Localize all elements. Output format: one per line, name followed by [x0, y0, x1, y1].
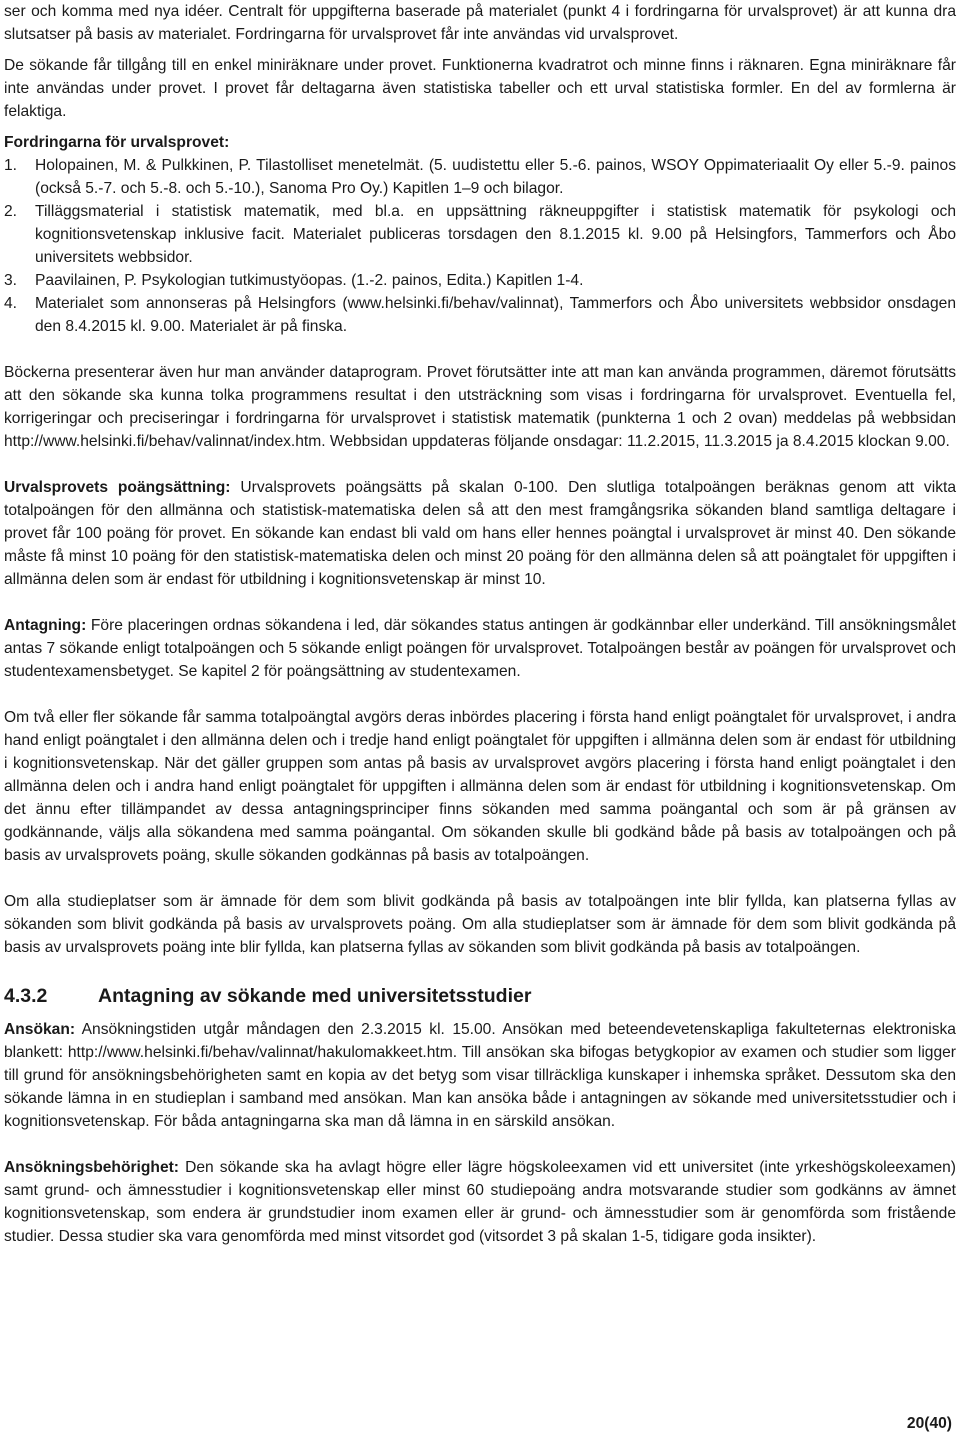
requirements-heading: Fordringarna för urvalsprovet: [4, 134, 230, 151]
scoring-text: Urvalsprovets poängsätts på skalan 0-100. Den slutliga totalpoängen beräknas genom att vikta totalpoängen för den allmänna och statistisk-matematiska delen så att den mest framgångsrika sökanden bland samtliga deltagare i provet får 100 poäng för provet. En sökande kan endast bli vald om hans eller hennes poängtal i urvalsprovet är minst 40. Den sökande måste få minst 10 poäng för den statistisk-matematiska delen och minst 20 poäng för den allmänna delen så att poängtalet för uppgiften i allmänna delen som är endast för utbildning i kognitionsvetenskap är minst 10. [4, 479, 956, 588]
list-number: 1. [4, 157, 18, 174]
list-item [4, 292, 956, 338]
admission-text: Före placeringen ordnas sökandena i led, där sökandes status antingen är godkännbar eller underkänd. Till ansökningsmålet antas 7 sökande enligt totalpoängen och 5 sökande enligt poängen för urvalsprovet. Totalpoängen består av poängen för urvalsprovet och studentexamensbetyget. Se kapitel 2 för poängsättning av studentexamen. [4, 617, 956, 680]
scoring-label: Urvalsprovets poängsättning: [4, 479, 231, 496]
scoring-paragraph [4, 476, 956, 591]
list-number: 3. [4, 272, 18, 289]
eligibility-paragraph [4, 1156, 956, 1248]
tie-paragraph: Om två eller fler sökande får samma totalpoängtal avgörs deras inbördes placering i första hand enligt poängtalet för urvalsprovet, i andra hand enligt poängtalet i den allmänna delen och i tredje hand enligt poängtalet för uppgiften i allmänna delen som är endast för utbildning i kognitionsvetenskap. När det gäller gruppen som antas på basis av urvalsprovet avgörs placering i första hand enligt poängtalet i den allmänna delen och i andra hand enligt poängtalet för uppgiften i allmänna delen som är endast för utbildning i kognitionsvetenskap. Om det ännu efter tillämpandet av dessa antagningsprinciper finns sökanden med samma poängantal och som är på gränsen av godkännande, väljs alla sökandena med samma poängantal. Om sökanden skulle bli godkänd både på basis av totalpoängen och på basis av urvalsprovets poäng, skulle sökanden godkännas på basis av totalpoängen. [4, 709, 956, 864]
list-item [4, 154, 956, 200]
application-paragraph [4, 1018, 956, 1133]
list-text: Holopainen, M. & Pulkkinen, P. Tilastolliset menetelmät. (5. uudistettu eller 5.-6. painos, WSOY Oppimateriaalit Oy eller 5.-9. painos (också 5.-7. och 5.-8. och 5.-10.), Sanoma Pro Oy.) Kapitlen 1–9 och bilagor. [35, 157, 956, 197]
list-text: Tilläggsmaterial i statistisk matematik, med bl.a. en uppsättning räkneuppgifter i statistisk matematik för psykologi och kognitionsvetenskap inklusive facit. Materialet publiceras torsdagen den 8.1.2015 kl. 9.00 på Helsingfors, Tammerfors och Åbo universitets webbsidor. [35, 203, 956, 266]
list-text: Paavilainen, P. Psykologian tutkimustyöopas. (1.-2. painos, Edita.) Kapitlen 1-4. [35, 272, 584, 289]
fill-paragraph: Om alla studieplatser som är ämnade för dem som blivit godkända på basis av totalpoängen inte blir fyllda, kan platserna fyllas av sökanden som blivit godkända på basis av urvalsprovets poäng. Om alla studieplatser som är ämnade för dem som blivit godkända på basis av urvalsprovets poäng inte blir fyllda, kan platserna fyllas av sökanden som blivit godkända på basis av totalpoängen. [4, 893, 956, 956]
section-heading [4, 982, 956, 1010]
intro-paragraph-2: De sökande får tillgång till en enkel miniräknare under provet. Funktionerna kvadratrot och minne finns i räknaren. Egna miniräknare får inte användas under provet. I provet får deltagarna även statistiska tabeller och ett urval statistiska formler. En del av formlerna är felaktiga. [4, 57, 956, 120]
admission-paragraph [4, 614, 956, 683]
list-item [4, 200, 956, 269]
page-number: 20(40) [906, 1415, 952, 1432]
eligibility-label: Ansökningsbehörighet: [4, 1159, 179, 1176]
eligibility-text: Den sökande ska ha avlagt högre eller lägre högskoleexamen vid ett universitet (inte yrkeshögskoleexamen) samt grund- och ämnesstudier i kognitionsvetenskap eller minst 60 studiepoäng andra motsvarande studier som godkänns av ämnet kognitionsvetenskap, som endera är grundstudier inom examen eller är grund- och ämnesstudier som är genomförda som fristående studier. Dessa studier ska vara genomförda med minst vitsordet god (vitsordet 3 på skalan 1-5, tidigare goda insikter). [4, 1159, 956, 1245]
intro-paragraph-1: ser och komma med nya idéer. Centralt för uppgifterna baserade på materialet (punkt 4 i fordringarna för urvalsprovet) är att kunna dra slutsatser på basis av materialet. Fordringarna för urvalsprovet får inte användas vid urvalsprovet. [4, 3, 956, 43]
list-item [4, 269, 956, 292]
admission-label: Antagning: [4, 617, 87, 634]
list-text: Materialet som annonseras på Helsingfors (www.helsinki.fi/behav/valinnat), Tammerfors och Åbo universitets webbsidor onsdagen den 8.4.2015 kl. 9.00. Materialet är på finska. [35, 295, 956, 335]
requirements-list [4, 154, 956, 338]
application-text: Ansökningstiden utgår måndagen den 2.3.2015 kl. 15.00. Ansökan med beteendevetenskapliga fakulteternas elektroniska blankett: http://www.helsinki.fi/behav/valinnat/hakulomakkeet.htm. Till ansökan ska bifogas betygkopior av examen och studier som ligger till grund för ansökningsbehörigheten samt en kopia av det betyg som visar tillräckliga kunskaper i inhemska språket. Dessutom ska den sökande lämna in en studieplan i samband med ansökan. Man kan ansöka både i antagningen av sökande med universitetsstudier och i kognitionsvetenskap. För båda antagningarna ska man då lämna in en särskild ansökan. [4, 1021, 956, 1130]
list-number: 2. [4, 203, 18, 220]
application-label: Ansökan: [4, 1021, 76, 1038]
books-paragraph: Böckerna presenterar även hur man använder dataprogram. Provet förutsätter inte att man kan använda programmen, däremot förutsätts att den sökande ska kunna tolka programmens resultat i den utsträckning som visas i fordringarna för urvalsprovet. Eventuella fel, korrigeringar och preciseringar i fordringarna för urvalsprovet i statistisk matematik (punkterna 1 och 2 ovan) meddelas på webbsidan http://www.helsinki.fi/behav/valinnat/index.htm. Webbsidan uppdateras följande onsdagar: 11.2.2015, 11.3.2015 ja 8.4.2015 klockan 9.00. [4, 364, 956, 450]
document-page [4, 0, 956, 1248]
section-title: Antagning av sökande med universitetsstudier [98, 985, 532, 1007]
section-number: 4.3.2 [4, 985, 48, 1007]
list-number: 4. [4, 295, 18, 312]
